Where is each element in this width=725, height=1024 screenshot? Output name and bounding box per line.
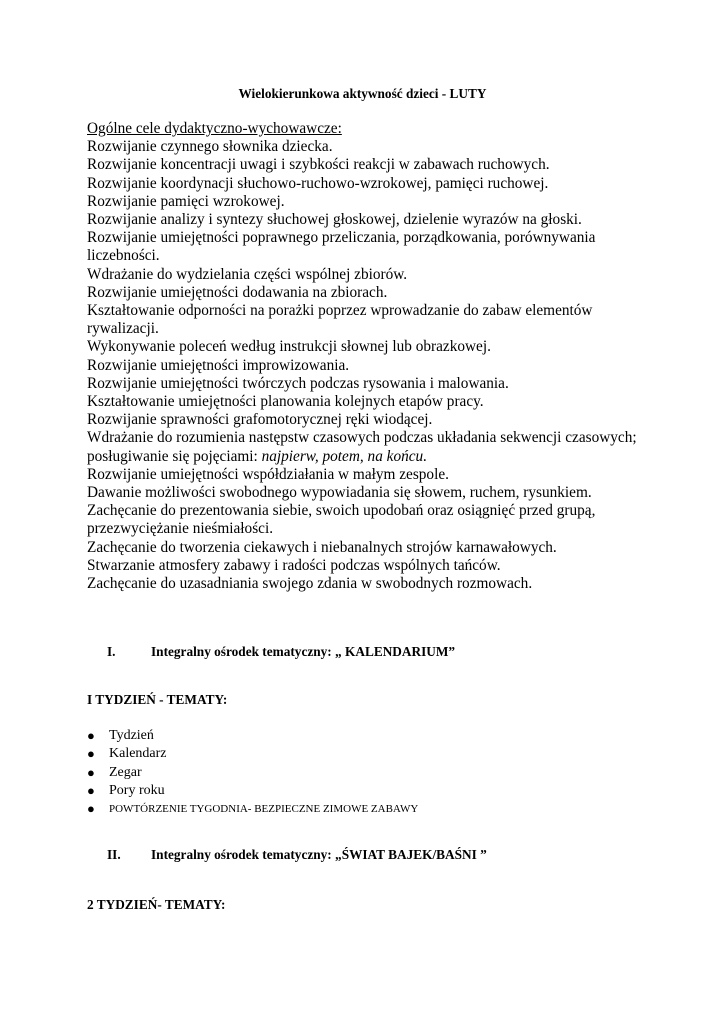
- goal-item: Rozwijanie umiejętności poprawnego przeliczania, porządkowania, porównywania liczebności.: [87, 229, 596, 265]
- goal-item: Kształtowanie umiejętności planowania kolejnych etapów pracy.: [87, 393, 484, 411]
- list-item: [87, 782, 418, 800]
- goal-item: Rozwijanie umiejętności dodawania na zbiorach.: [87, 283, 388, 301]
- goal-item: Rozwijanie koncentracji uwagi i szybkości reakcji w zabawach ruchowych.: [87, 156, 550, 174]
- section-label: Integralny ośrodek tematyczny: „ KALENDARIUM”: [151, 644, 456, 659]
- section-heading-1: [107, 644, 455, 660]
- goals-section: [87, 120, 667, 593]
- goal-item: Rozwijanie umiejętności improwizowania.: [87, 356, 350, 374]
- goal-item: Rozwijanie czynnego słownika dziecka.: [87, 138, 333, 156]
- goal-item: Rozwijanie umiejętności współdziałania w małym zespole.: [87, 465, 449, 483]
- goal-item: Wdrażanie do wydzielania części wspólnej zbiorów.: [87, 265, 408, 283]
- goal-sequence-italic: najpierw, potem, na końcu.: [261, 447, 428, 465]
- topics-list: [87, 727, 418, 818]
- list-item: [87, 745, 418, 763]
- section-number: II.: [107, 847, 121, 862]
- week-heading-1: I TYDZIEŃ - TEMATY:: [87, 692, 228, 707]
- section-label: Integralny ośrodek tematyczny: „ŚWIAT BAJEK/BAŚNI ”: [151, 847, 487, 862]
- goal-item: Stwarzanie atmosfery zabawy i radości podczas wspólnych tańców.: [87, 556, 501, 574]
- goal-sequence-text: Wdrażanie do rozumienia następstw czasowych podczas układania sekwencji czasowych; posługiwanie się pojęciami:: [87, 429, 637, 465]
- goal-item: Rozwijanie pamięci wzrokowej.: [87, 192, 285, 210]
- bullet-icon: ●: [87, 764, 95, 780]
- goal-item: Zachęcanie do tworzenia ciekawych i niebanalnych strojów karnawałowych.: [87, 538, 557, 556]
- goal-item: Rozwijanie umiejętności twórczych podczas rysowania i malowania.: [87, 374, 509, 392]
- list-item: [87, 764, 418, 782]
- goal-item: Wykonywanie poleceń według instrukcji słownej lub obrazkowej.: [87, 338, 491, 356]
- week-heading-2: 2 TYDZIEŃ- TEMATY:: [87, 897, 226, 912]
- goal-item: Dawanie możliwości swobodnego wypowiadania się słowem, ruchem, rysunkiem.: [87, 484, 592, 502]
- topic-label: POWTÓRZENIE TYGODNIA- BEZPIECZNE ZIMOWE ZABAWY: [109, 803, 419, 816]
- page-title: Wielokierunkowa aktywność dzieci - LUTY: [238, 86, 487, 101]
- topic-label: Kalendarz: [109, 746, 167, 762]
- list-item: [87, 727, 418, 745]
- topic-label: Pory roku: [109, 782, 165, 798]
- bullet-icon: ●: [87, 728, 95, 743]
- section-heading-2: [107, 847, 487, 863]
- goal-item: Zachęcanie do prezentowania siebie, swoich upodobań oraz osiągnięć przed grupą, przezwyciężanie nieśmiałości.: [87, 502, 596, 538]
- goal-item: Zachęcanie do uzasadniania swojego zdania w swobodnych rozmowach.: [87, 575, 533, 593]
- list-item: [87, 800, 418, 818]
- topic-label: Tydzień: [109, 728, 154, 743]
- goal-item: Rozwijanie koordynacji słuchowo-ruchowo-wzrokowej, pamięci ruchowej.: [87, 174, 549, 192]
- goal-item: Rozwijanie sprawności grafomotorycznej ręki wiodącej.: [87, 411, 433, 429]
- section-number: I.: [107, 644, 116, 659]
- goal-item-sequence: [87, 429, 667, 465]
- bullet-icon: ●: [87, 746, 95, 762]
- bullet-icon: ●: [87, 801, 95, 817]
- goal-item: Kształtowanie odporności na porażki poprzez wprowadzanie do zabaw elementów rywalizacji.: [87, 302, 593, 338]
- goal-item: Rozwijanie analizy i syntezy słuchowej głoskowej, dzielenie wyrazów na głoski.: [87, 211, 582, 229]
- topic-label: Zegar: [109, 764, 142, 780]
- bullet-icon: ●: [87, 782, 95, 798]
- goals-heading: Ogólne cele dydaktyczno-wychowawcze:: [87, 120, 342, 137]
